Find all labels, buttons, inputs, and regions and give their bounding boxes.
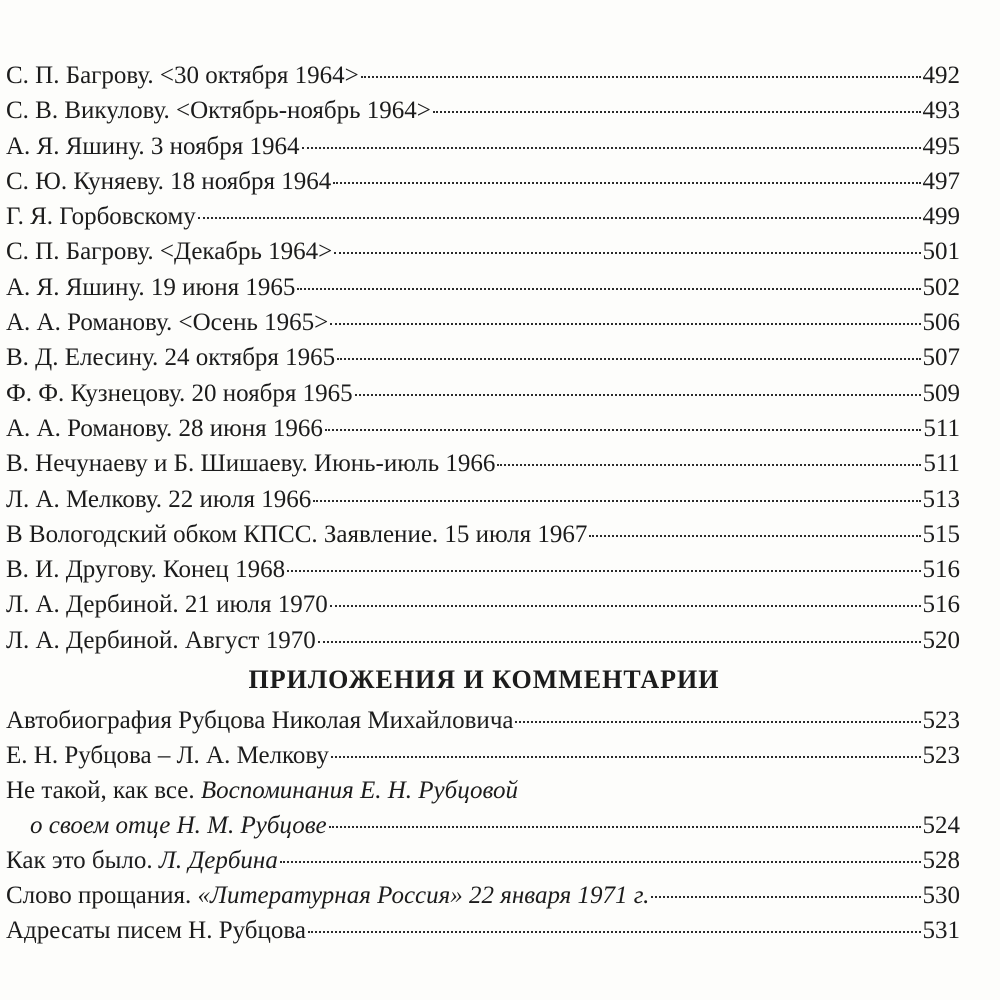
toc-entry [6,773,960,808]
toc-entry [6,552,960,587]
entry-title: А. Я. Яшину. 19 июня 1965 [6,273,296,301]
toc-entry [6,234,960,269]
toc-entry [6,738,960,773]
entry-title: Л. А. Дербиной. 21 июля 1970 [6,591,328,619]
section-heading: ПРИЛОЖЕНИЯ И КОММЕНТАРИИ [248,665,720,694]
toc-entry [6,340,960,375]
entry-page: 497 [922,167,960,195]
dot-leader [308,931,921,933]
entry-page: 515 [922,520,960,548]
entry-page: 516 [922,591,960,619]
toc-entry [6,199,960,234]
entry-title: В. Нечунаеву и Б. Шишаеву. Июнь-июль 1966 [6,450,496,478]
toc-entry [6,703,960,738]
dot-leader [297,288,920,290]
toc-entry [6,623,960,658]
dot-leader [287,570,920,572]
entry-title: Ф. Ф. Кузнецову. 20 ноября 1965 [6,379,353,407]
entry-page: 495 [922,132,960,160]
toc-entry-continuation [6,808,960,843]
entry-page: 511 [923,450,960,478]
toc-appendix-list [6,703,960,948]
entry-page: 509 [922,379,960,407]
entry-title-plain: Как это было. [6,847,159,874]
entry-title: А. А. Романову. 28 июня 1966 [6,414,323,442]
entry-title [6,878,649,913]
entry-title: Е. Н. Рубцова – Л. А. Мелкову [6,742,329,769]
dot-leader [313,500,920,502]
toc-entry [6,411,960,446]
toc-entry [6,164,960,199]
dot-leader [361,76,921,78]
entry-page: 507 [922,344,960,372]
toc-entry [6,58,960,93]
entry-title: А. Я. Яшину. 3 ноября 1964 [6,132,300,160]
dot-leader [355,394,921,396]
entry-page: 499 [922,203,960,231]
dot-leader [330,605,921,607]
entry-page: 506 [922,309,960,337]
entry-title-plain: Слово прощания. [6,882,198,909]
entry-title-italic: о своем отце Н. М. Рубцове [30,812,327,839]
entry-page: 501 [922,238,960,266]
entry-page: 502 [922,273,960,301]
dot-leader [337,358,920,360]
dot-leader [331,756,921,758]
dot-leader [325,429,922,431]
entry-title-plain: Не такой, как все. [6,777,201,804]
entry-title: С. П. Багрову. <30 октября 1964> [6,62,359,89]
dot-leader [302,147,921,149]
entry-title-italic: «Литературная Россия» 22 января 1971 г. [197,882,650,909]
entry-page: 530 [922,882,960,909]
toc-entry [6,843,960,878]
entry-title: В. И. Другову. Конец 1968 [6,556,286,584]
dot-leader [651,896,920,898]
toc-entry [6,587,960,622]
entry-page: 516 [922,556,960,584]
dot-leader [497,464,921,466]
entry-page: 493 [922,97,960,125]
entry-page: 513 [922,485,960,513]
entry-title: С. Ю. Куняеву. 18 ноября 1964 [6,167,332,195]
dot-leader [198,217,921,219]
dot-leader [318,641,921,643]
entry-title: С. П. Багрову. <Декабрь 1964> [6,238,333,266]
entry-page: 492 [922,62,960,89]
entry-page: 531 [922,917,960,944]
toc-entry [6,93,960,128]
entry-title: С. В. Викулову. <Октябрь-ноябрь 1964> [6,97,431,125]
toc-entry [6,129,960,164]
entry-title: Автобиография Рубцова Николая Михайловича [6,707,514,734]
entry-title: Г. Я. Горбовскому [6,203,196,231]
entry-title: Л. А. Дербиной. Август 1970 [6,626,316,654]
dot-leader [333,182,920,184]
entry-title [6,843,278,878]
toc-entry [6,482,960,517]
entry-title: Адресаты писем Н. Рубцова [6,917,306,944]
dot-leader [433,111,921,113]
toc-entry [6,913,960,948]
dot-leader [280,861,921,863]
entry-title [6,773,518,808]
toc-entry [6,305,960,340]
entry-page: 523 [922,707,960,734]
entry-page: 528 [922,847,960,874]
toc-entry [6,446,960,481]
entry-page: 523 [922,742,960,769]
entry-page: 520 [922,626,960,654]
toc-entry [6,376,960,411]
entry-title: Л. А. Мелкову. 22 июля 1966 [6,485,312,513]
dot-leader [334,252,920,254]
dot-leader [330,323,920,325]
toc-entry [6,517,960,552]
entry-page: 511 [923,414,960,442]
entry-title-italic: Л. Дербина [158,847,278,874]
entry-title: А. А. Романову. <Осень 1965> [6,309,329,337]
toc-entry [6,270,960,305]
dot-leader [515,721,920,723]
dot-leader [589,535,920,537]
dot-leader [329,826,921,828]
entry-title-italic: Воспоминания Е. Н. Рубцовой [200,777,519,804]
toc-entry [6,878,960,913]
entry-title: В. Д. Елесину. 24 октября 1965 [6,344,336,372]
entry-title: В Вологодский обком КПСС. Заявление. 15 июля 1967 [6,520,588,548]
toc-letters-list [6,58,960,658]
entry-page: 524 [922,812,960,839]
